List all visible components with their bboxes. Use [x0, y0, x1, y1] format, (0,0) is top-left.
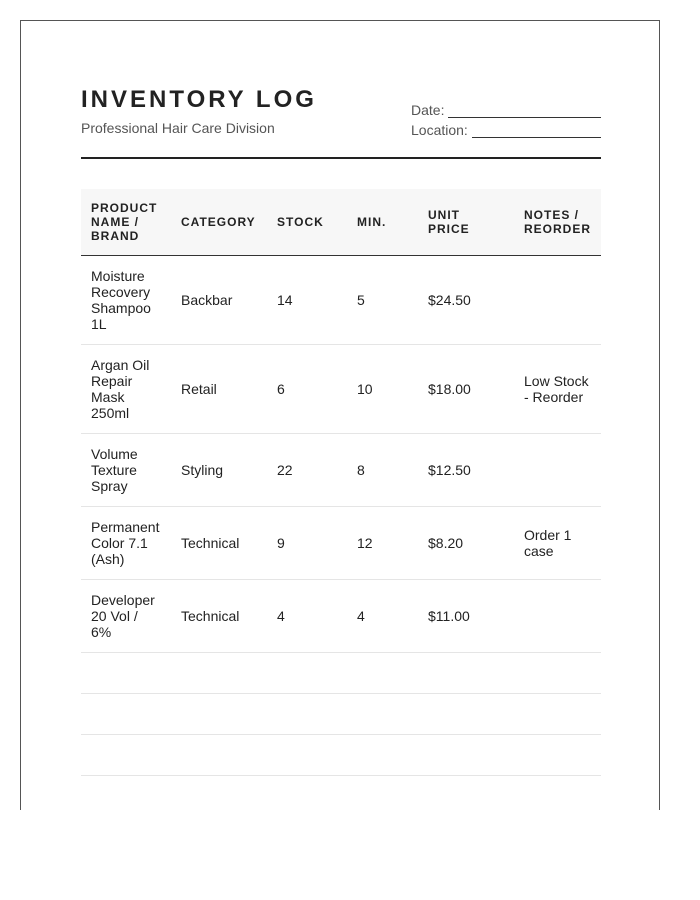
column-header-product: PRODUCT NAME / BRAND — [81, 189, 171, 256]
table-row — [81, 507, 601, 580]
price-cell: $12.50 — [418, 434, 514, 507]
product-cell: Volume Texture Spray — [81, 434, 171, 507]
stock-cell: 14 — [267, 256, 347, 345]
notes-cell — [514, 580, 601, 653]
price-cell: $18.00 — [418, 345, 514, 434]
price-cell: $24.50 — [418, 256, 514, 345]
product-cell: Permanent Color 7.1 (Ash) — [81, 507, 171, 580]
location-blank-line — [472, 123, 601, 138]
product-cell: Developer 20 Vol / 6% — [81, 580, 171, 653]
document-subtitle: Professional Hair Care Division — [81, 120, 275, 136]
column-header-unit-price: UNIT PRICE — [418, 189, 514, 256]
min-cell: 12 — [347, 507, 418, 580]
category-cell: Backbar — [171, 256, 267, 345]
document-title: INVENTORY LOG — [81, 86, 317, 113]
category-cell: Technical — [171, 507, 267, 580]
notes-cell: Low Stock - Reorder — [514, 345, 601, 434]
product-cell: Moisture Recovery Shampoo 1L — [81, 256, 171, 345]
table-row — [81, 580, 601, 653]
price-cell: $8.20 — [418, 507, 514, 580]
header-divider — [81, 157, 601, 159]
column-header-category: CATEGORY — [171, 189, 267, 256]
document-header — [81, 86, 601, 136]
location-field[interactable] — [411, 118, 601, 138]
inventory-table — [81, 189, 601, 776]
min-cell: 4 — [347, 580, 418, 653]
table-row — [81, 434, 601, 507]
min-cell: 10 — [347, 345, 418, 434]
notes-cell — [514, 434, 601, 507]
category-cell: Styling — [171, 434, 267, 507]
notes-cell: Order 1 case — [514, 507, 601, 580]
category-cell: Retail — [171, 345, 267, 434]
column-header-min: MIN. — [347, 189, 418, 256]
min-cell: 8 — [347, 434, 418, 507]
date-blank-line — [448, 103, 601, 118]
date-field[interactable] — [411, 98, 601, 118]
empty-table-row[interactable] — [81, 653, 601, 694]
inventory-sheet — [20, 20, 660, 810]
price-cell: $11.00 — [418, 580, 514, 653]
min-cell: 5 — [347, 256, 418, 345]
empty-table-row[interactable] — [81, 735, 601, 776]
location-label: Location: — [411, 122, 468, 138]
meta-fields — [411, 98, 601, 138]
category-cell: Technical — [171, 580, 267, 653]
product-cell: Argan Oil Repair Mask 250ml — [81, 345, 171, 434]
table-header-row — [81, 189, 601, 256]
date-label: Date: — [411, 102, 445, 118]
column-header-notes: NOTES / REORDER — [514, 189, 601, 256]
stock-cell: 22 — [267, 434, 347, 507]
stock-cell: 4 — [267, 580, 347, 653]
empty-table-row[interactable] — [81, 694, 601, 735]
stock-cell: 6 — [267, 345, 347, 434]
stock-cell: 9 — [267, 507, 347, 580]
table-row — [81, 256, 601, 345]
column-header-stock: STOCK — [267, 189, 347, 256]
notes-cell — [514, 256, 601, 345]
table-row — [81, 345, 601, 434]
